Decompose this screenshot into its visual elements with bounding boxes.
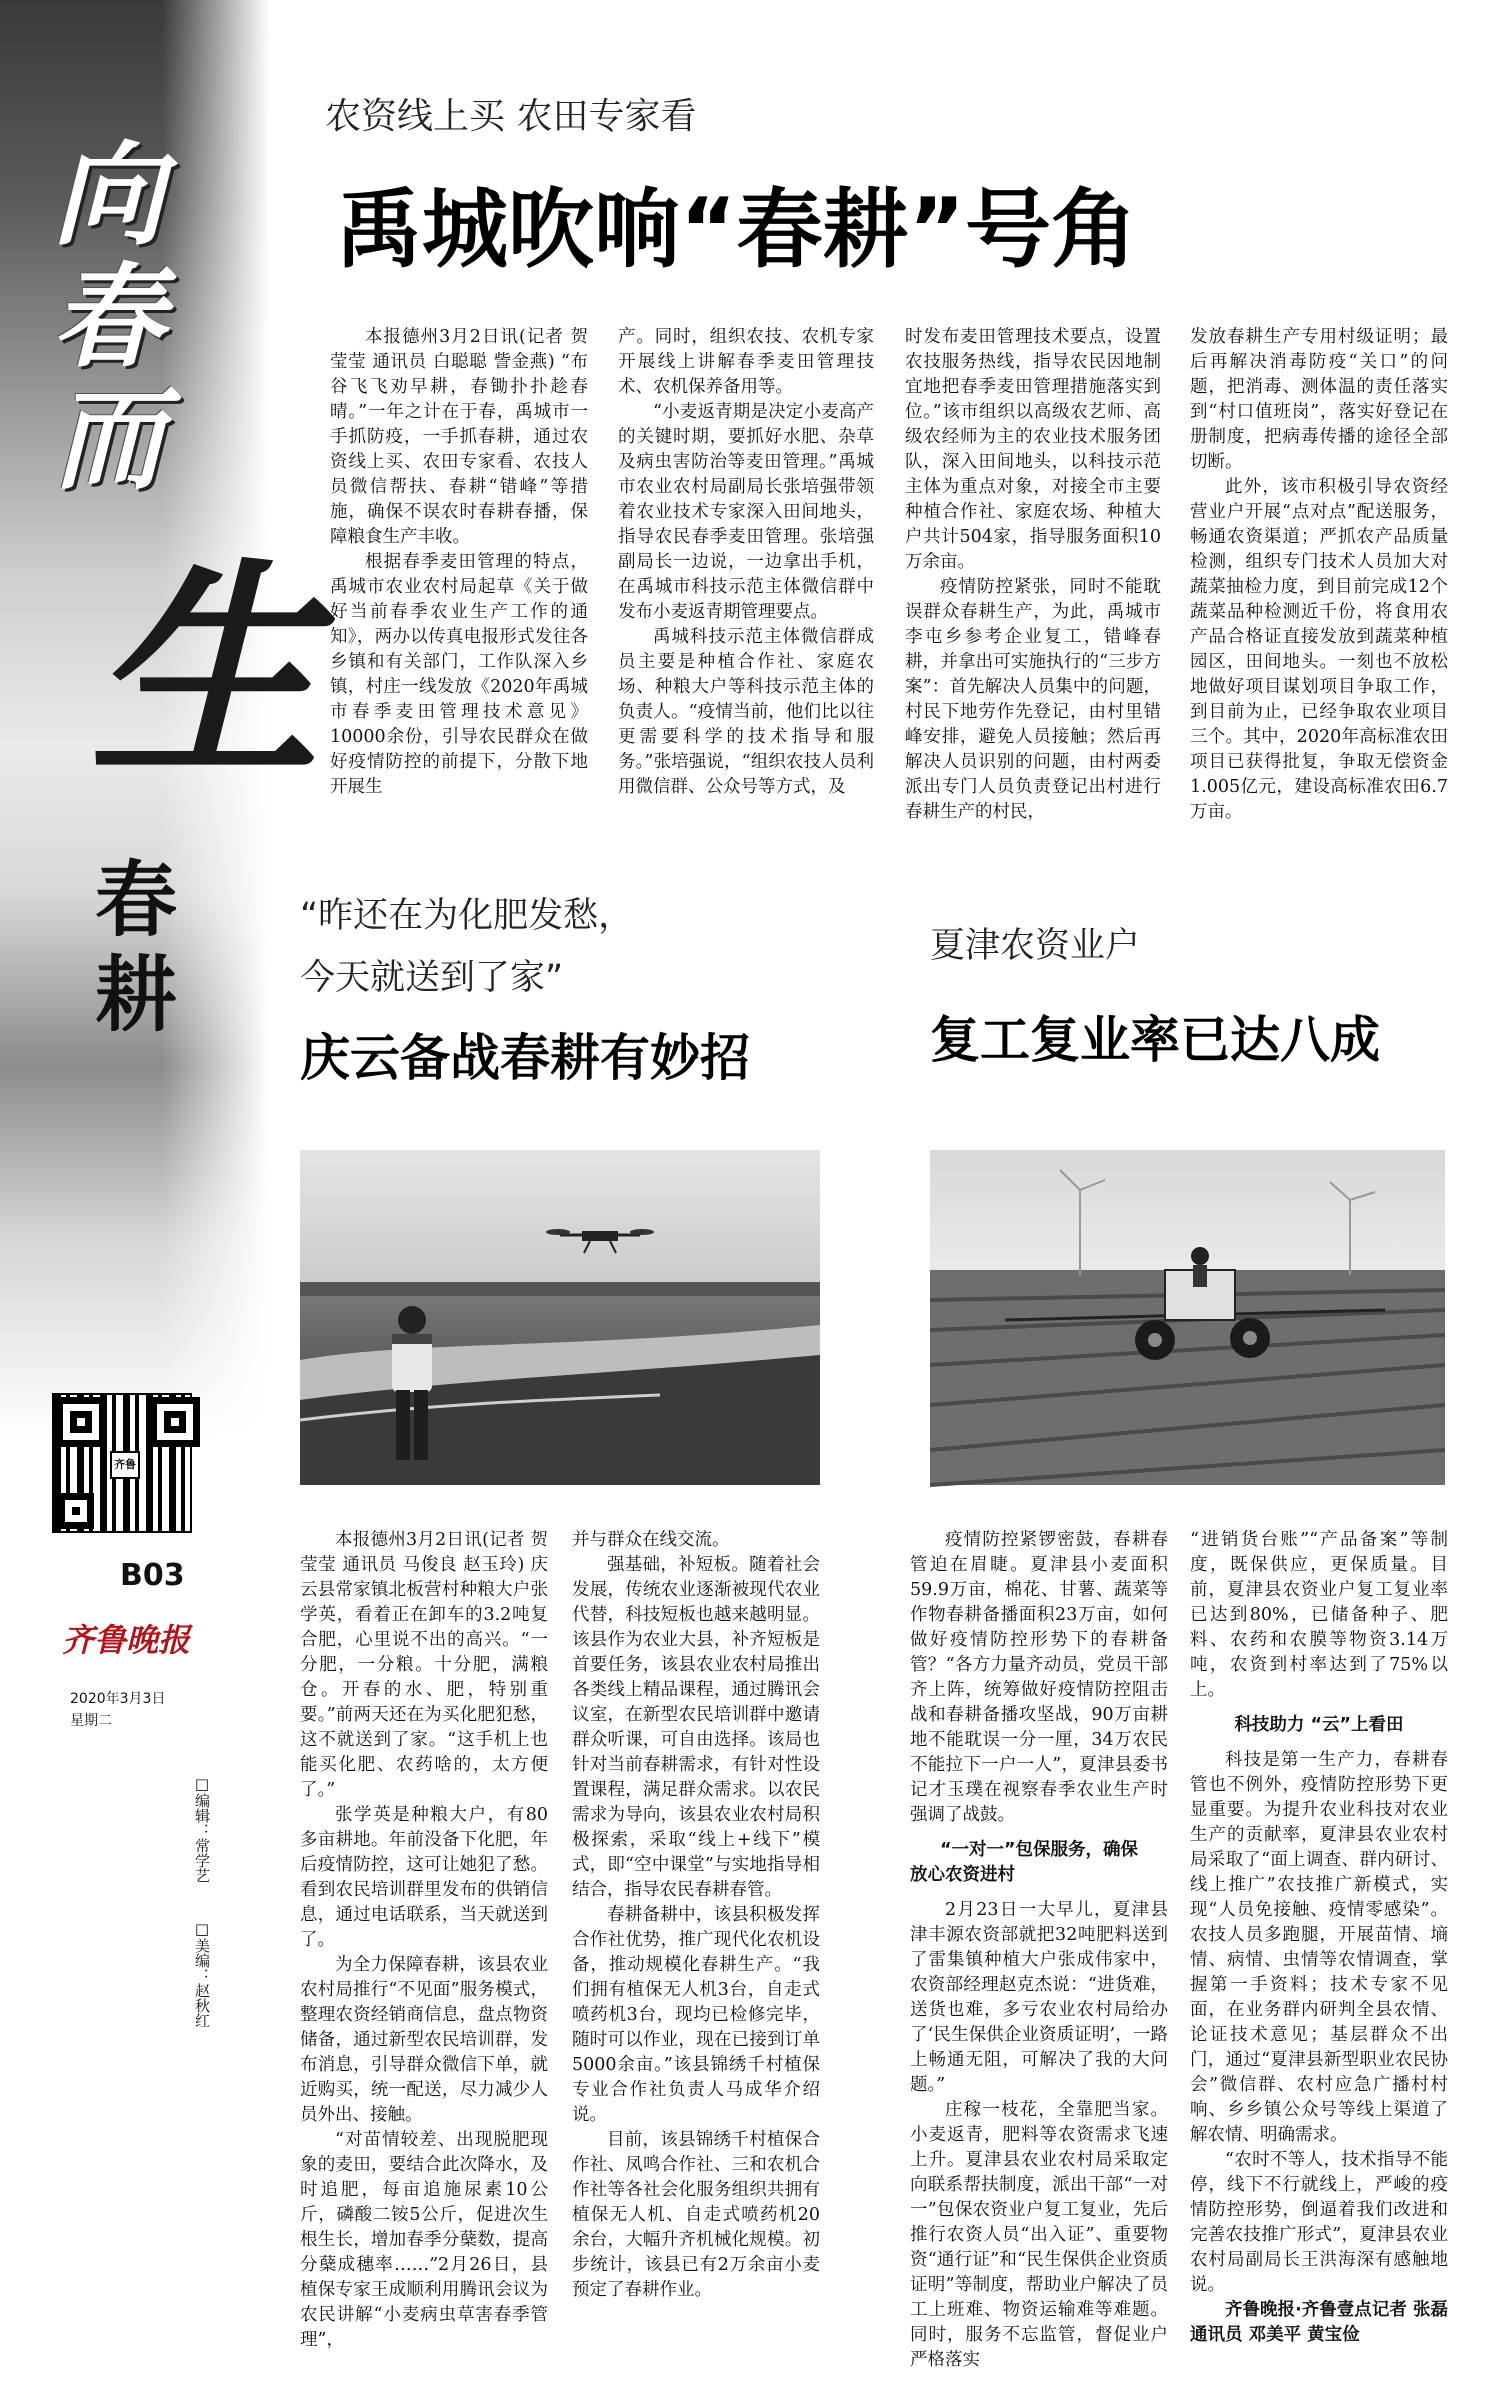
article2-paragraph: 并与群众在线交流。 [572,1530,730,1550]
article3-paragraph: 庄稼一枝花，全靠肥当家。小麦返青，肥料等农资需求飞速上升。夏津县农业农村局采取定向联系帮扶制度，派出干部“一对一”包保农资业户复工复业，先后推行农资人员“出入证”、重要物资“通行证”和“民生保供企业资质证明”等制度，帮助业户解决了员工上班难、物资运输难等难题。同时，服务不忘监管，督促业户严格落实 [910,2100,1168,2370]
article1-paragraph: 产。同时，组织农技、农机专家开展线上讲解春季麦田管理技术、农机保养备用等。 [618,327,874,397]
article2-paragraph: 强基础，补短板。随着社会发展，传统农业逐渐被现代农业代替，科技短板也越来越明显。该县作为农业大县，补齐短板是首要任务，该县农业农村局推出各类线上精品课程，通过腾讯会议室，在新型农民培训群中邀请群众听课，可自由选择。该局也针对当前春耕需求，有针对性设置课程，满足群众需求。以农民需求为导向，该县农业农村局积极探索，采取“线上+线下”模式，即“空中课堂”与实地指导相结合，指导农民春耕春管。 [572,1555,820,1900]
drone-photo-image [300,1150,820,1485]
qr-code[interactable] [52,1393,192,1533]
article3-col1 [910,1528,1168,2370]
article3-paragraph: “进销货台账”“产品备案”等制度，既保供应，更保质量。目前，夏津县农资业户复工复业率已达到80%，已储备种子、肥料、农药和农膜等物资3.14万吨，农资到村率达到了75%以上。 [1190,1530,1448,1700]
article1-paragraph: 本报德州3月2日讯(记者 贺莹莹 通讯员 白聪聪 訾金燕) “布谷飞飞劝早耕，春锄扑扑趁春晴。”一年之计在于春，禹城市一手抓防疫，一手抓春耕，通过农资线上买、农田专家看、农技人员微信帮扶、春耕“错峰”等措施，确保不误农时春耕春播，保障粮食生产丰收。 [330,327,588,547]
article1-paragraph: 时发布麦田管理技术要点，设置农技服务热线，指导农民因地制宜地把春季麦田管理措施落实到位。”该市组织以高级农艺师、高级农经师为主的农业技术服务团队，深入田间地头，以科技示范主体为重点对象，对接全市主要种植合作社、家庭农场、种植大户共计504家，指导服务面积10万余亩。 [905,327,1161,572]
section-char-chun: 春 [95,853,178,948]
sprayer-photo-image [930,1150,1445,1485]
article1-col1 [330,325,588,815]
sprayer-photo [930,1150,1445,1485]
article1-paragraph: 发放春耕生产专用村级证明；最后再解决消毒防疫“关口”的问题，把消毒、测体温的责任落实到“村口值班岗”，落实好登记在册制度，把病毒传播的途径全部切断。 [1190,327,1448,472]
banner-char-sheng: 生 [90,541,320,808]
paper-logo: 齐鲁晚报 [62,1621,191,1659]
article2-paragraph: “对苗情较差、出现脱肥现象的麦田，要结合此次降水，及时追肥，每亩追施尿素10公斤，磷酸二铵5公斤，促进次生根生长，增加春季分蘖数，提高分蘖成穗率……”2月26日，县植保专家王成顺利用腾讯会议为农民讲解“小麦病虫草害春季管理”， [300,2130,548,2350]
article1-paragraph: “小麦返青期是决定小麦高产的关键时期，要抓好水肥、杂草及病虫害防治等麦田管理。”禹城市农业农村局副局长张培强带领着农业技术专家深入田间地头，指导农民春季麦田管理。张培强副局长一边说，一边拿出手机，在禹城市科技示范主体微信群中发布小麦返青期管理要点。 [618,402,874,622]
article1-paragraph: 此外，该市积极引导农资经营业户开展“点对点”配送服务，畅通农资渠道；严抓农产品质量检测，组织专门技术人员加大对蔬菜抽检力度，到目前完成12个蔬菜品种检测近千份，将食用农产品合格证直接发放到蔬菜种植园区，田间地头。一刻也不放松地做好项目谋划项目争取工作，到目前为止，已经争取农业项目三个。其中，2020年高标准农田项目已获得批复，争取无偿资金1.005亿元，建设高标准农田6.7万亩。 [1190,477,1448,822]
article2-paragraph: 本报德州3月2日讯(记者 贺莹莹 通讯员 马俊良 赵玉玲) 庆云县常家镇北板营村种粮大户张学英，看着正在卸车的3.2吨复合肥，心里说不出的高兴。“一分肥，一分粮。十分肥，满粮仓。开春的水、肥，特别重要。”前两天还在为买化肥犯愁，这不就送到了家。“这手机上也能买化肥、农药啥的，太方便了。” [300,1530,548,1800]
article3-subhead-1: “一对一”包保服务，确保 [939,1840,1138,1860]
article3-paragraph: 疫情防控紧锣密鼓，春耕春管迫在眉睫。夏津县小麦面积59.9万亩，棉花、甘薯、蔬菜等作物春耕备播面积23万亩，如何做好疫情防控形势下的春耕备管？“各方力量齐动员，党员干部齐上阵，统筹做好疫情防控阻击战和春耕备播攻坚战，90万亩耕地不能耽误一分一厘，34万农民不能拉下一户一人”，夏津县委书记才玉璞在视察春季农业生产时强调了战鼓。 [910,1530,1168,1825]
article2-paragraph: 为全力保障春耕，该县农业农村局推行“不见面”服务模式，整理农资经销商信息，盘点物资储备，通过新型农民培训群，发布消息，引导群众微信下单，就近购买，统一配送，尽力减少人员外出、接触。 [300,1955,548,2125]
article2-paragraph: 春耕备耕中，该县积极发挥合作社优势，推广现代化农机设备，推动规模化春耕生产。“我们拥有植保无人机3台，自走式喷药机3台，现均已检修完毕，随时可以作业，现在已接到订单5000余亩。”该县锦绣千村植保专业合作社负责人马成华介绍说。 [572,1905,820,2125]
issue-date: 2020年3月3日 [70,1691,166,1707]
section-char-geng: 耕 [95,948,178,1043]
article3-paragraph: 科技是第一生产力，春耕春管也不例外，疫情防控形势下更显重要。为提升农业科技对农业生产的贡献率，夏津县农业农村局采取了“面上调查、群内研讨、线上推广”农技推广新模式，实现“人员免接触、疫情零感染”。农技人员多跑腿，开展苗情、墒情、病情、虫情等农情调查，掌握第一手资料；技术专家不见面，在业务群内研判全县农情、论证技术意见；基层群众不出门，通过“夏津县新型职业农民协会”微信群、农村应急广播村村响、乡乡镇公众号等线上渠道了解农情、明确需求。 [1190,1750,1448,2145]
issue-weekday: 星期二 [70,1713,112,1729]
article1-paragraph: 禹城科技示范主体微信群成员主要是种植合作社、家庭农场、种粮大户等科技示范主体的负责人。“疫情当前，他们比以往更需要科学的技术指导和服务。”张培强说，“组织农技人员利用微信群、公众号等方式，及 [618,627,874,797]
banner-char-xiang: 向 [52,131,164,261]
banner-char-chun: 春 [52,253,164,383]
article3-subhead-2: 科技助力 “云”上看田 [1234,1715,1404,1735]
page-number: B03 [120,1558,185,1593]
article1-paragraph: 疫情防控紧张，同时不能耽误群众春耕生产，为此，禹城市李屯乡参考企业复工，错峰春耕，并拿出可实施执行的“三步方案”：首先解决人员集中的问题，村民下地劳作先登记，由村里错峰安排，避免人员接触；然后再解决人员识别的问题，由村两委派出专门人员负责登记出村进行春耕生产的村民， [905,577,1161,822]
article1-col3 [905,325,1161,822]
article1-paragraph: 根据春季麦田管理的特点，禹城市农业农村局起草《关于做好当前春季农业生产工作的通知》，两办以传真电报形式发往各乡镇和有关部门，工作队深入乡镇，村庄一线发放《2020年禹城市春季麦田管理技术意见》10000余份，引导农民群众在做好疫情防控的前提下，分散下地开展生 [330,552,588,797]
article2-paragraph: 张学英是种粮大户，有80多亩耕地。年前没备下化肥，年后疫情防控，这可让她犯了愁。看到农民培训群里发布的供销信息，通过电话联系，当天就送到了。 [300,1805,548,1950]
editor-credit: □编辑：常学艺 [193,1775,211,1883]
article2-paragraph: 目前，该县锦绣千村植保合作社、凤鸣合作社、三和农机合作社等各社会化服务组织共拥有植保无人机、自走式喷药机20余台，大幅升齐机械化规模。初步统计，该县已有2万余亩小麦预定了春耕作业。 [572,2130,820,2300]
article3-subhead-1b: 放心农资进村 [910,1865,1015,1885]
article1-kicker: 农资线上买 农田专家看 [325,96,697,137]
article2-col1 [300,1528,548,2350]
banner-char-er: 而 [52,375,164,505]
drone-photo [300,1150,820,1485]
article1-col2 [618,325,874,815]
article3-col2 [1190,1528,1448,2363]
article3-paragraph: 2月23日一大早儿，夏津县津丰源农资部就把32吨肥料送到了雷集镇种植大户张成伟家中，农资部经理赵克杰说：“进货难，送货也难，多亏农业农村局给办了‘民生保供企业资质证明’，一路上畅通无阻，可解决了我的大问题。” [910,1900,1168,2095]
article1-col4 [1190,325,1448,822]
article1-headline: 禹城吹响“春耕”号角 [336,180,1138,280]
article3-headline: 复工复业率已达八成 [930,1011,1380,1069]
article2-col2 [572,1528,820,2338]
article3-byline: 齐鲁晚报·齐鲁壹点记者 张磊 通讯员 邓美平 黄宝俭 [1190,2300,1448,2345]
article2-headline: 庆云备战春耕有妙招 [300,1029,750,1087]
article3-kicker: 夏津农资业户 [930,926,1141,966]
designer-credit: □美编：赵秋红 [193,1920,211,2028]
article2-kicker-line2: 今天就送到了家” [300,958,564,998]
article3-paragraph: “农时不等人，技术指导不能停，线下不行就线上，严峻的疫情防控形势，倒逼着我们改进和完善农技推广形式”，夏津县农业农村局副局长王洪海深有感触地说。 [1190,2150,1448,2295]
qr-logo: 齐鲁 [110,1451,140,1479]
article2-kicker-line1: “昨还在为化肥发愁， [300,896,634,936]
